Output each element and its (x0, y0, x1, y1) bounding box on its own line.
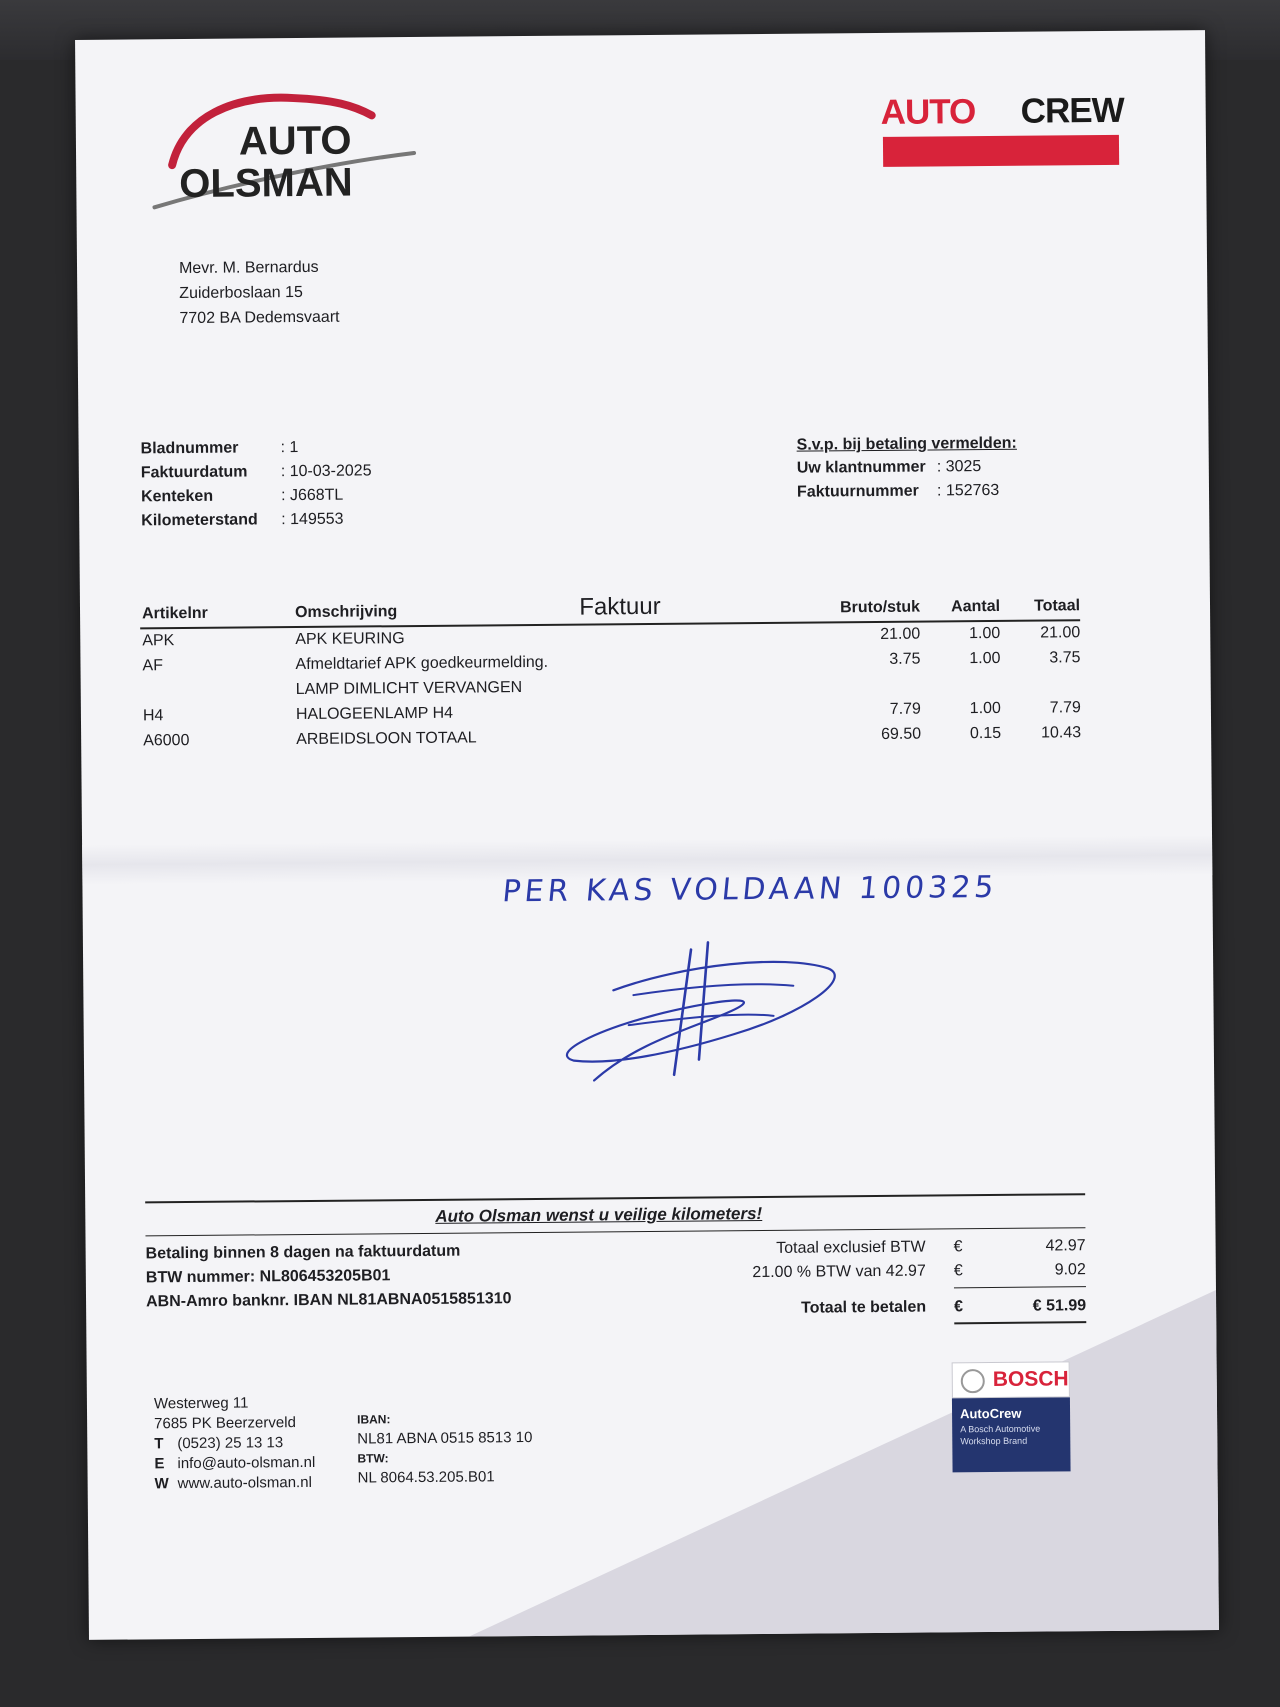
bosch-tagline-1: A Bosch Automotive (960, 1423, 1041, 1435)
cell-aantal: 1.00 (969, 649, 1001, 668)
invoice-paper (75, 30, 1219, 1640)
payment-ref-label-faktuurnummer: Faktuurnummer (796, 482, 919, 501)
footer-slogan: Auto Olsman wenst u veilige kilometers! (435, 1204, 763, 1226)
totals-currency-btw: € (953, 1262, 963, 1280)
company-web-label: W (154, 1475, 169, 1493)
bosch-armature-icon (961, 1369, 985, 1393)
customer-name: Mevr. M. Bernardus (178, 258, 319, 278)
bosch-tagline-2: Workshop Brand (960, 1435, 1028, 1447)
meta-label-faktuurdatum: Faktuurdatum (140, 463, 248, 482)
company-iban-label: IBAN: (357, 1412, 391, 1427)
cell-artikelnr: AF (142, 657, 164, 675)
cell-artikelnr: A6000 (143, 731, 190, 750)
cell-omschrijving: HALOGEENLAMP H4 (295, 704, 454, 724)
auto-olsman-logo (143, 75, 444, 218)
col-header-totaal: Totaal (1034, 597, 1081, 615)
footer-btw-number: BTW nummer: NL806453205B01 (145, 1267, 391, 1287)
company-phone-label: T (154, 1435, 164, 1453)
cell-bruto: 3.75 (889, 650, 921, 668)
meta-label-kilometerstand: Kilometerstand (141, 511, 258, 530)
totals-label-total: Totaal te betalen (800, 1298, 927, 1317)
cell-aantal: 1.00 (969, 699, 1001, 718)
handwritten-signature (553, 933, 874, 1106)
bosch-brand-panel (952, 1361, 1070, 1398)
payment-ref-label-klantnummer: Uw klantnummer (796, 458, 926, 477)
autocrew-logo (881, 91, 1122, 169)
col-header-bruto: Bruto/stuk (839, 598, 921, 617)
cell-omschrijving: Afmeldtarief APK goedkeurmelding. (295, 653, 549, 674)
cell-totaal: 10.43 (1041, 724, 1082, 742)
meta-value-bladnummer: : 1 (280, 439, 299, 457)
bosch-autocrew-badge (952, 1361, 1071, 1472)
meta-value-faktuurdatum: : 10-03-2025 (280, 462, 372, 481)
col-header-artikelnr: Artikelnr (141, 604, 208, 623)
meta-label-kenteken: Kenteken (140, 487, 214, 506)
cell-artikelnr: APK (142, 632, 175, 650)
meta-value-kilometerstand: : 149553 (281, 510, 344, 529)
cell-totaal: 7.79 (1049, 699, 1081, 717)
cell-bruto: 69.50 (881, 725, 922, 743)
company-btw-label: BTW: (357, 1451, 389, 1466)
customer-city: 7702 BA Dedemsvaart (179, 308, 340, 328)
meta-label-bladnummer: Bladnummer (140, 439, 239, 458)
cell-totaal: 3.75 (1049, 649, 1081, 667)
footer-payment-terms: Betaling binnen 8 dagen na faktuurdatum (145, 1242, 461, 1263)
payment-ref-heading: S.v.p. bij betaling vermelden: (796, 434, 1017, 454)
handwritten-payment-note: PER KAS VOLDAAN 100325 (500, 869, 1000, 910)
bosch-autocrew-text: AutoCrew (959, 1405, 1022, 1422)
autocrew-logo-crew: CREW (1020, 90, 1124, 131)
cell-aantal: 1.00 (969, 624, 1001, 643)
cell-omschrijving: ARBEIDSLOON TOTAAL (296, 729, 477, 749)
totals-label-excl: Totaal exclusief BTW (776, 1238, 926, 1257)
payment-ref-value-klantnummer: : 3025 (936, 458, 982, 476)
cell-omschrijving: LAMP DIMLICHT VERVANGEN (295, 679, 523, 699)
svg-text:OLSMAN: OLSMAN (179, 160, 353, 207)
bosch-brand-text: BOSCH (992, 1367, 1069, 1392)
company-btw: NL 8064.53.205.B01 (357, 1468, 495, 1487)
meta-value-kenteken: : J668TL (280, 486, 344, 505)
invoice-title: Faktuur (579, 592, 661, 621)
company-iban: NL81 ABNA 0515 8513 10 (357, 1429, 533, 1448)
autocrew-logo-auto: AUTO (880, 92, 976, 132)
totals-amount-total: € 51.99 (1032, 1297, 1087, 1315)
cell-aantal: 0.15 (969, 724, 1002, 743)
footer-bank-account: ABN-Amro banknr. IBAN NL81ABNA0515851310 (145, 1290, 512, 1311)
totals-currency-total: € (954, 1298, 964, 1316)
col-header-omschrijving: Omschrijving (294, 603, 398, 622)
company-website: www.auto-olsman.nl (177, 1473, 312, 1493)
company-phone: (0523) 25 13 13 (177, 1434, 284, 1453)
cell-artikelnr: H4 (142, 707, 164, 725)
customer-street: Zuiderboslaan 15 (179, 283, 303, 303)
company-email: info@auto-olsman.nl (177, 1453, 316, 1473)
totals-amount-excl: 42.97 (1045, 1237, 1086, 1255)
company-email-label: E (154, 1455, 165, 1473)
company-address-line1: Westerweg 11 (153, 1394, 249, 1413)
company-address-line2: 7685 PK Beerzerveld (154, 1414, 296, 1433)
payment-ref-value-faktuurnummer: : 152763 (936, 481, 1000, 500)
bosch-autocrew-panel (952, 1397, 1071, 1472)
col-header-aantal: Aantal (951, 597, 1001, 616)
autocrew-red-bar (883, 135, 1119, 167)
totals-label-btw: 21.00 % BTW van 42.97 (752, 1262, 926, 1282)
cell-bruto: 7.79 (889, 700, 921, 718)
totals-currency-excl: € (953, 1238, 963, 1256)
cell-totaal: 21.00 (1040, 624, 1081, 642)
svg-text:AUTO: AUTO (238, 118, 352, 164)
cell-bruto: 21.00 (880, 625, 921, 643)
cell-omschrijving: APK KEURING (295, 630, 405, 649)
totals-amount-btw: 9.02 (1054, 1261, 1086, 1279)
